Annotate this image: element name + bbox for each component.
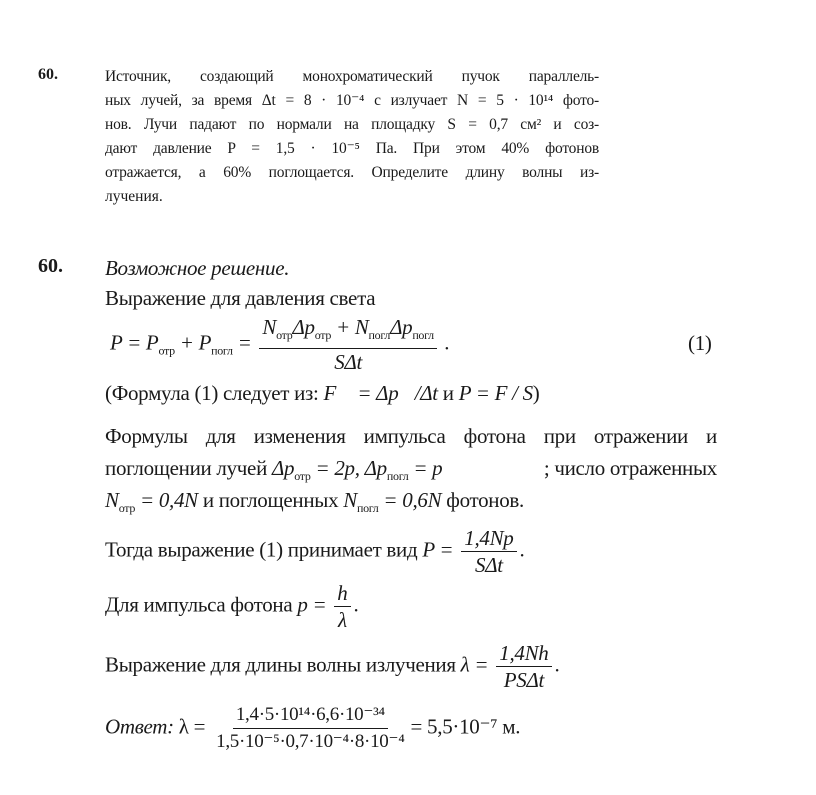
denominator: SΔt <box>334 350 363 374</box>
solution-intro: Выражение для давления света <box>105 286 376 310</box>
counts-line: $N_{отр} = 0,4N$ и поглощенных $N_{погл} = 0,6N$ фотонов. <box>105 488 524 515</box>
answer-result: = 5,5·10⁻⁷ м. <box>410 714 521 739</box>
subscript: отр <box>158 343 175 358</box>
fraction <box>259 314 436 375</box>
note-text: ) <box>532 381 540 405</box>
numerator: $N_{отр}\Delta p_{отр} + N_{погл}\Delta p_{погл}$ <box>259 314 436 349</box>
formula: F⃗ = Δp⃗/Δt <box>323 381 438 405</box>
formula-note <box>105 379 539 407</box>
solution-heading: Возможное решение. <box>105 256 290 280</box>
answer-label: Ответ: <box>105 714 174 739</box>
problem-line: дают давление P = 1,5 · 10⁻⁵ Па. При этом 40% фотонов <box>105 140 599 157</box>
formula: P = F / S <box>458 381 533 405</box>
absorb-line <box>105 454 717 490</box>
problem-line: нов. Лучи падают по нормали на площадку S = 0,7 см² и соз- <box>105 116 599 133</box>
subscript: погл <box>211 343 233 358</box>
problem-line: Источник, создающий монохроматический пучок параллель- <box>105 68 599 85</box>
formulas-line: Формулы для изменения импульса фотона при отражении и <box>105 424 717 448</box>
absorb-text: поглощении лучей $\Delta p_{отр} = 2p$, $\Delta p_{погл} = p$ <box>105 456 443 483</box>
note-text: и <box>437 381 459 405</box>
problem-line: отражается, а 60% поглощается. Определите длину волны из- <box>105 164 599 181</box>
problem-line: лучения. <box>105 188 163 205</box>
fraction: $\frac{h}{\lambda}$ <box>334 580 350 633</box>
equation-1 <box>110 314 450 375</box>
eq-text: + P <box>174 330 212 355</box>
momentum-line: Для импульса фотона p = $\frac{h}{\lambda}$ . <box>105 581 359 632</box>
absorb-text-end: ; число отраженных <box>543 456 717 480</box>
fraction: $\frac{1,4Nh}{\text{PSΔt}}$ <box>496 640 551 693</box>
problem-line: ных лучей, за время Δt = 8 · 10⁻⁴ с излучает N = 5 · 10¹⁴ фото- <box>105 92 599 109</box>
answer-line: Ответ: λ = $\frac{\text{1,4·5·10¹⁴·6,6·10⁻³⁴}}{\text{1,5·10⁻⁵·0,7·10⁻⁴·8·10⁻⁴}}$ = 5,5·10⁻⁷ м. <box>105 702 520 755</box>
then-line: Тогда выражение (1) принимает вид P = $\frac{1,4Np}{\text{SΔt}}$ . <box>105 526 525 577</box>
wavelength-line: Выражение для длины волны излучения λ = $\frac{1,4Nh}{\text{PSΔt}}$ . <box>105 641 560 692</box>
problem-number: 60. <box>38 66 58 83</box>
eq-text: = <box>232 330 252 355</box>
equation-label: (1) <box>688 331 712 355</box>
fraction: $\frac{1,4Np}{\text{SΔt}}$ <box>461 525 516 578</box>
fraction: $\frac{\text{1,4·5·10¹⁴·6,6·10⁻³⁴}}{\text{1,5·10⁻⁵·0,7·10⁻⁴·8·10⁻⁴}}$ <box>216 704 405 752</box>
eq-text: P = P <box>110 330 159 355</box>
eq-text: . <box>444 330 450 355</box>
note-text: (Формула (1) следует из: <box>105 381 324 405</box>
solution-number: 60. <box>38 255 63 277</box>
